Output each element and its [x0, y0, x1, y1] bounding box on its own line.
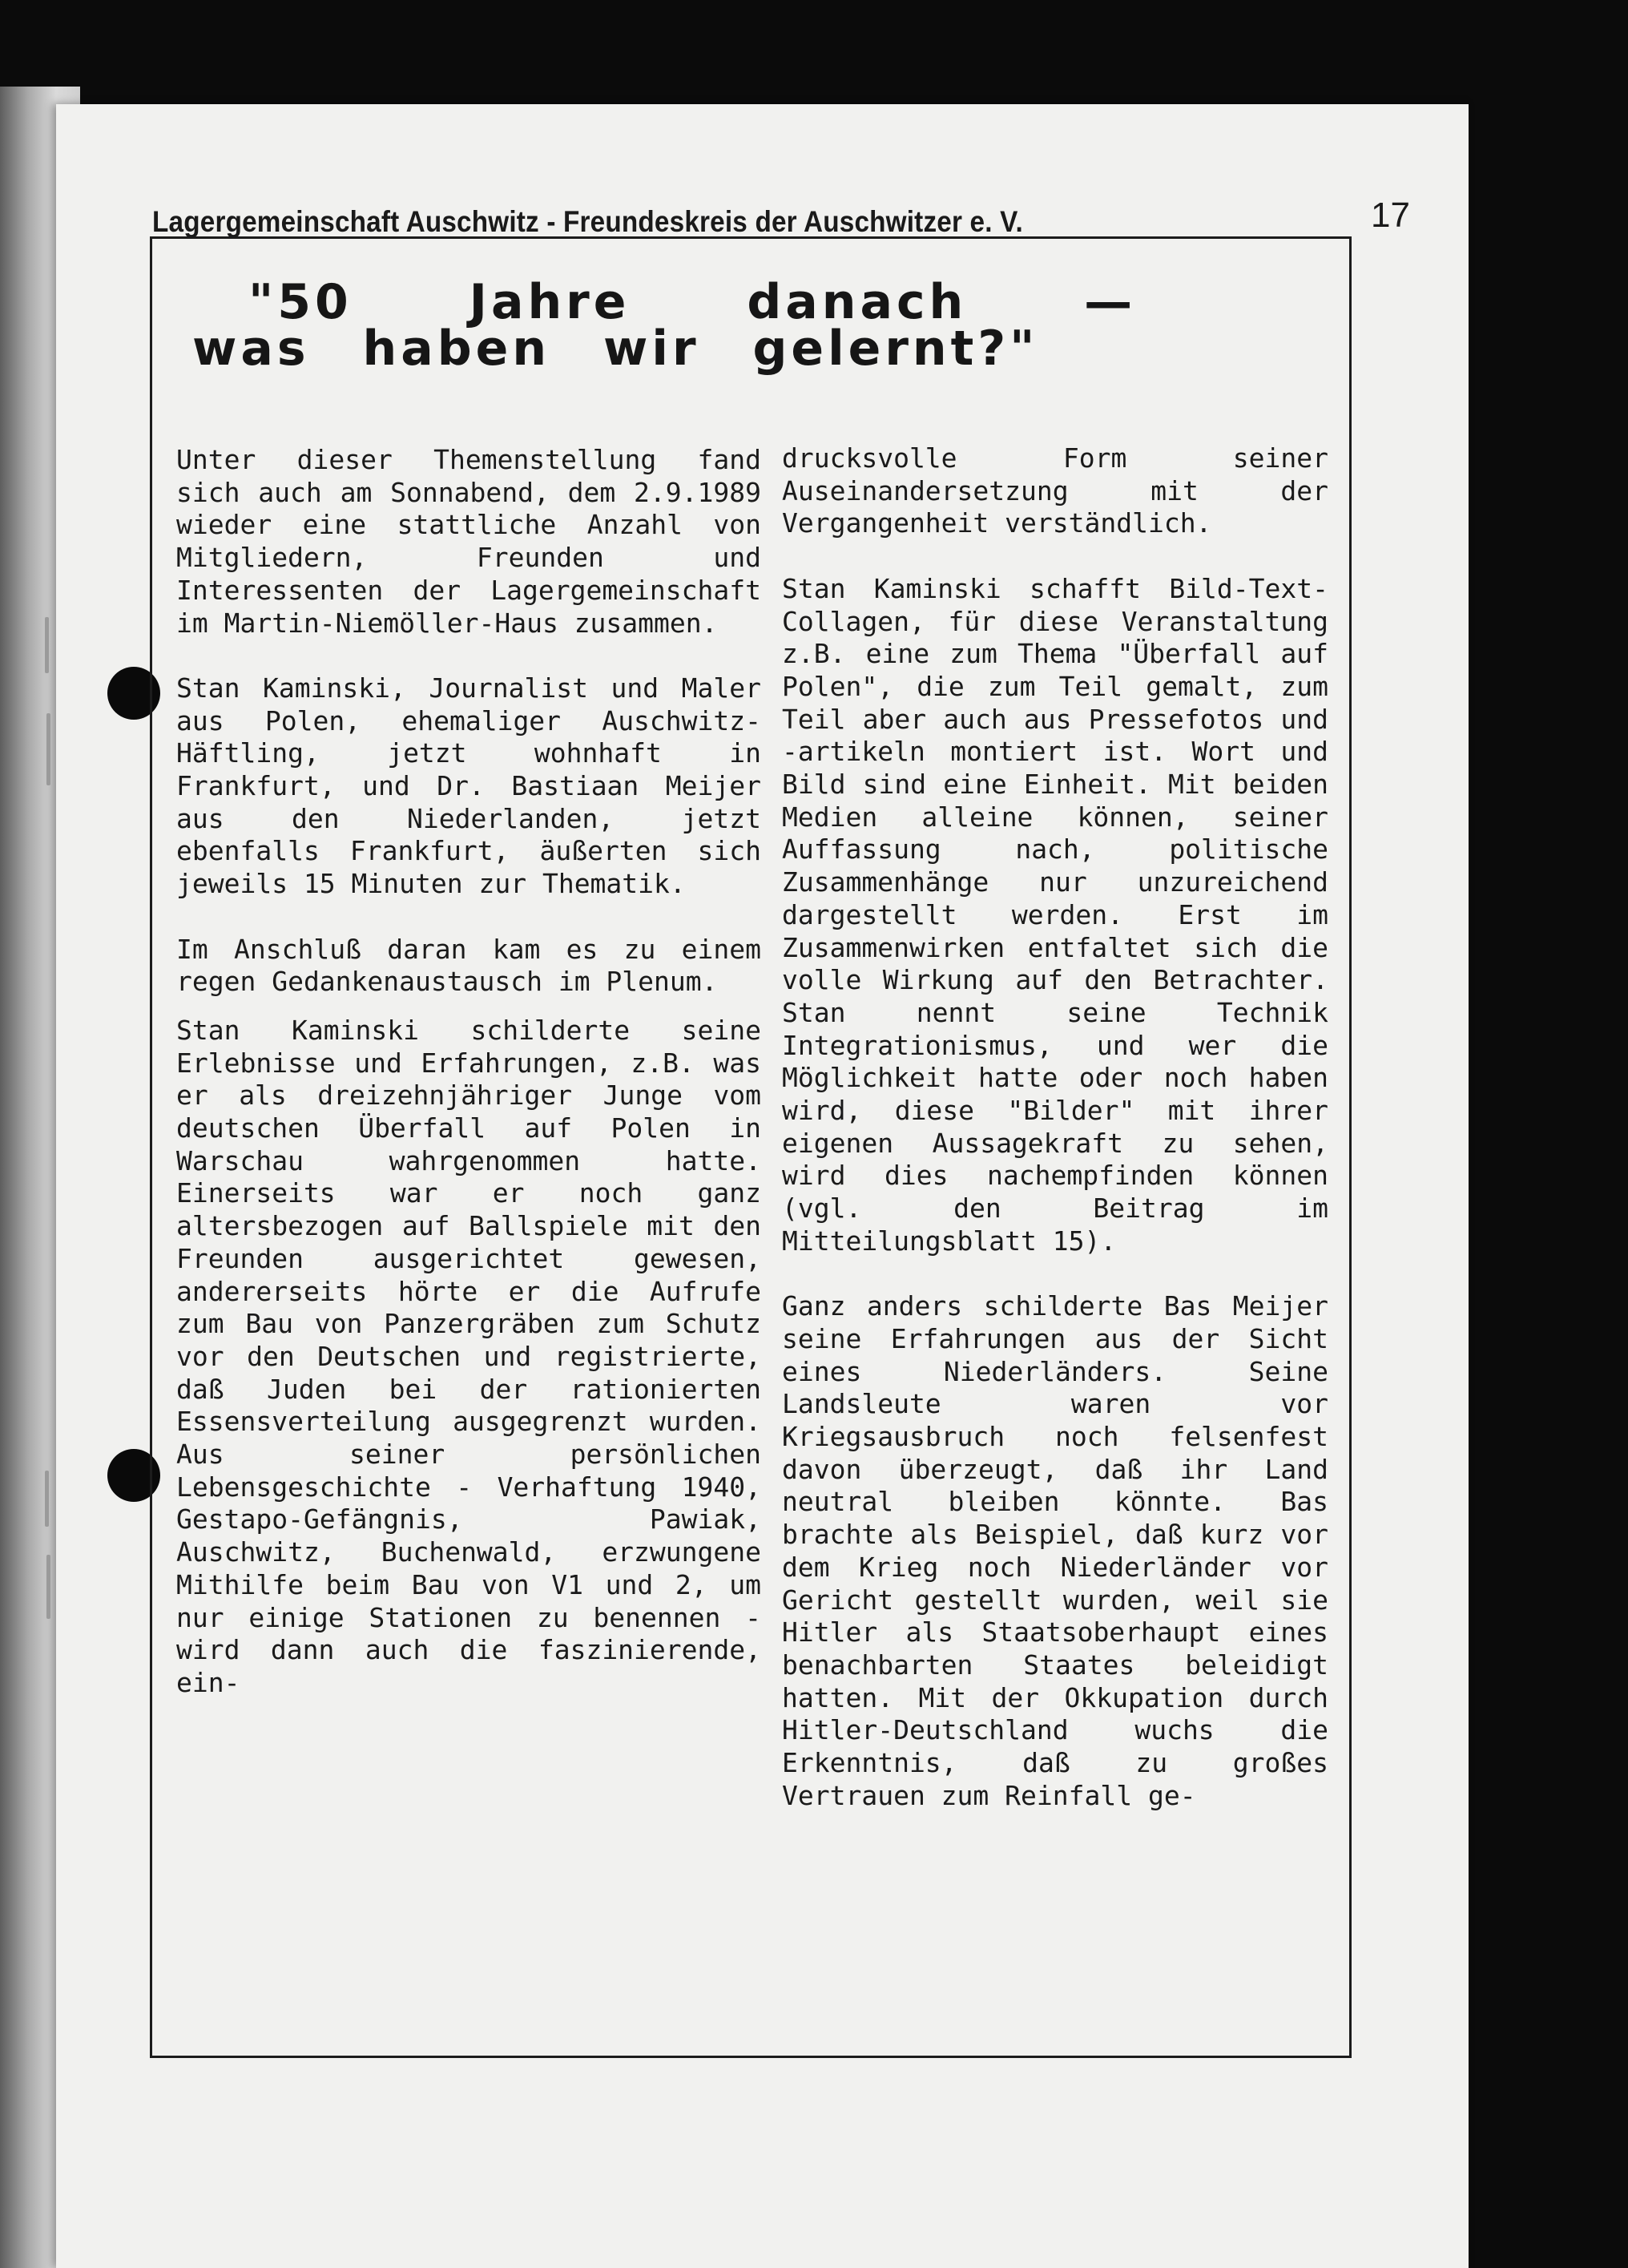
paragraph: Stan Kaminski schafft Bild-Text-Collagen, für diese Veranstaltung z.B. eine zum Thema "Überfall auf Polen", die zum Teil gemalt, zum Teil aber auch aus Pressefotos und -artikeln montiert ist. Wort und Bild sind eine Einheit. Mit beiden Medien alleine können, seiner Auffassung nach, politische Zusammenhänge nur unzureichend dargestellt werden. Erst im Zusammenwirken entfaltet sich die volle Wirkung auf den Betrachter. Stan nennt seine Technik Integrationismus, und wer die Möglichkeit hatte oder noch haben wird, diese "Bilder" mit ihrer eigenen Aussagekraft zu sehen, wird dies nachempfinden können (vgl. den Beitrag im Mitteilungsblatt 15). [782, 572, 1328, 1257]
right-column [782, 442, 1328, 1813]
article-title-line-2: was haben wir gelernt?" [192, 321, 1039, 377]
binder-mark [46, 1555, 50, 1619]
page-header [152, 175, 1410, 239]
article-title-line-1: "50 Jahre danach — [248, 274, 1137, 330]
article-title [192, 274, 1330, 377]
paragraph: drucksvolle Form seiner Auseinandersetzung mit der Vergangenheit verständlich. [782, 442, 1328, 539]
page-sheet [56, 104, 1469, 2268]
paragraph: Unter dieser Themenstellung fand sich auch am Sonnabend, dem 2.9.1989 wieder eine stattliche Anzahl von Mitgliedern, Freunden und Interessenten der Lagergemeinschaft im Martin-Niemöller-Haus zusammen. [176, 444, 761, 639]
article-frame [150, 236, 1352, 2058]
binder-mark [45, 1471, 49, 1527]
paragraph: Stan Kaminski, Journalist und Maler aus Polen, ehemaliger Auschwitz-Häftling, jetzt wohnhaft in Frankfurt, und Dr. Bastiaan Meijer aus den Niederlanden, jetzt ebenfalls Frankfurt, äußerten sich jeweils 15 Minuten zur Thematik. [176, 672, 761, 900]
running-header: Lagergemeinschaft Auschwitz - Freundeskreis der Auschwitzer e. V. [152, 205, 1023, 238]
page-number: 17 [1371, 196, 1410, 235]
paragraph: Im Anschluß daran kam es zu einem regen Gedankenaustausch im Plenum. [176, 933, 761, 998]
binder-mark [45, 617, 49, 673]
binder-mark [46, 713, 50, 785]
paragraph: Ganz anders schilderte Bas Meijer seine Erfahrungen aus der Sicht eines Niederländers. Seine Landsleute waren vor Kriegsausbruch noch felsenfest davon überzeugt, daß ihr Land neutral bleiben könnte. Bas brachte als Beispiel, daß kurz vor dem Krieg noch Niederländer vor Gericht gestellt wurden, weil sie Hitler als Staatsoberhaupt eines benachbarten Staates beleidigt hatten. Mit der Okkupation durch Hitler-Deutschland wuchs die Erkenntnis, daß zu großes Vertrauen zum Reinfall ge- [782, 1290, 1328, 1811]
left-column [176, 444, 761, 1700]
paragraph: Stan Kaminski schilderte seine Erlebnisse und Erfahrungen, z.B. was er als dreizehnjähriger Junge vom deutschen Überfall auf Polen in Warschau wahrgenommen hatte. Einerseits war er noch ganz altersbezogen auf Ballspiele mit den Freunden ausgerichtet gewesen, andererseits hörte er die Aufrufe zum Bau von Panzergräben zum Schutz vor den Deutschen und registrierte, daß Juden bei der rationierten Essensverteilung ausgegrenzt wurden. Aus seiner persönlichen Lebensgeschichte - Verhaftung 1940, Gestapo-Gefängnis, Pawiak, Auschwitz, Buchenwald, erzwungene Mithilfe beim Bau von V1 und 2, um nur einige Stationen zu benennen - wird dann auch die faszinierende, ein- [176, 1014, 761, 1698]
